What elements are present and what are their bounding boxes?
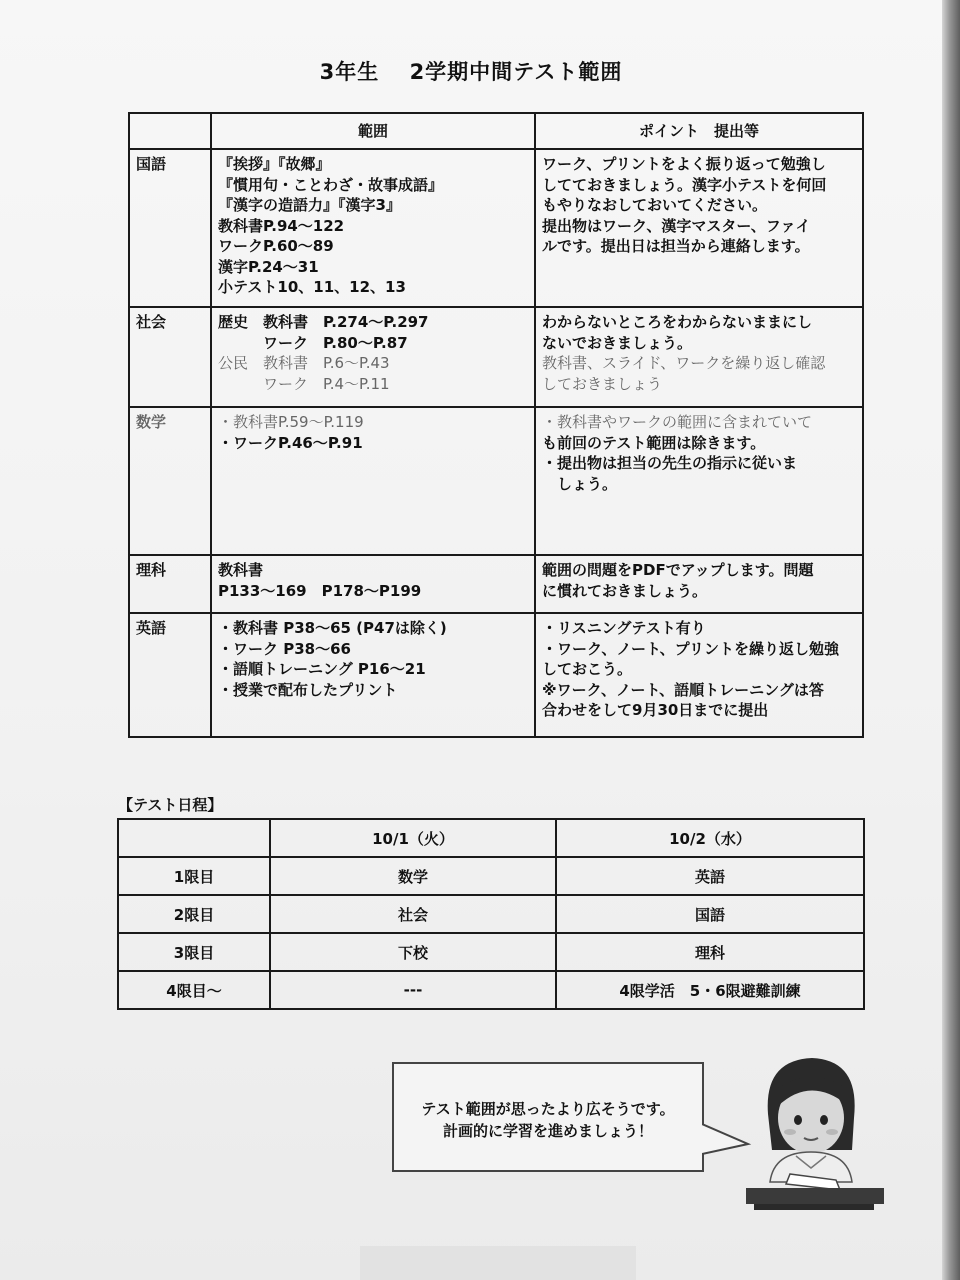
- schedule-row: [118, 971, 864, 1009]
- range-line: ワークP.60～89: [218, 237, 334, 255]
- points-line: 提出物はワーク、漢字マスター、ファイ: [542, 216, 811, 235]
- range-cell: [211, 307, 535, 407]
- day2-cell: 国語: [556, 895, 864, 933]
- range-line: 歴史 教科書 P.274～P.297: [218, 313, 429, 331]
- day1-cell: 数学: [270, 857, 556, 895]
- range-line: ・ワーク P38～66: [218, 639, 351, 658]
- table-row: [129, 407, 863, 555]
- points-line: 範囲の問題をPDFでアップします。問題: [542, 561, 814, 579]
- day1-cell: ---: [270, 971, 556, 1009]
- period-cell: 4限目～: [118, 971, 270, 1009]
- points-line: ないでおきましょう。: [542, 333, 693, 352]
- subject-cell: 国語: [129, 149, 211, 307]
- schedule-row: [118, 895, 864, 933]
- table-row: [129, 307, 863, 407]
- subject-cell: 数学: [129, 407, 211, 555]
- points-line: 教科書、スライド、ワークを繰り返し確認: [542, 354, 826, 372]
- points-line: しょう。: [542, 474, 618, 493]
- schedule-header-blank: [118, 819, 270, 857]
- period-cell: 3限目: [118, 933, 270, 971]
- points-line: ・提出物は担当の先生の指示に従いま: [542, 454, 798, 472]
- range-line: ・教科書P.59～P.119: [218, 413, 364, 431]
- points-line: 合わせをして9月30日までに提出: [542, 701, 769, 719]
- range-line: ・教科書 P38～65 (P47は除く): [218, 619, 447, 637]
- subject-cell: 社会: [129, 307, 211, 407]
- day1-cell: 下校: [270, 933, 556, 971]
- schedule-row: [118, 857, 864, 895]
- points-line: も前回のテスト範囲は除きます。: [542, 433, 766, 452]
- range-line: ・授業で配布したプリント: [218, 680, 398, 699]
- table-row: [129, 555, 863, 613]
- header-range: 範囲: [211, 113, 535, 149]
- range-cell: [211, 555, 535, 613]
- subject-cell: 英語: [129, 613, 211, 737]
- range-line: 教科書: [218, 561, 264, 579]
- period-cell: 1限目: [118, 857, 270, 895]
- day2-cell: 英語: [556, 857, 864, 895]
- points-line: ・教科書やワークの範囲に含まれていて: [542, 413, 813, 431]
- paper-blemish: [360, 1246, 636, 1280]
- range-cell: [211, 149, 535, 307]
- range-line: 小テスト10、11、12、13: [218, 278, 406, 296]
- range-line: 『慣用句・ことわざ・故事成語』: [218, 175, 444, 194]
- studying-girl-illustration: [740, 1052, 890, 1212]
- schedule-label: 【テスト日程】: [118, 796, 223, 814]
- range-line: 公民 教科書 P.6～P.43: [218, 354, 390, 372]
- points-line: ・リスニングテスト有り: [542, 619, 706, 637]
- range-line: ・ワークP.46～P.91: [218, 433, 363, 452]
- points-cell: [535, 307, 863, 407]
- period-cell: 2限目: [118, 895, 270, 933]
- points-line: ワーク、プリントをよく振り返って勉強し: [542, 155, 826, 173]
- table-header-row: [129, 113, 863, 149]
- range-cell: [211, 613, 535, 737]
- header-blank-cell: [129, 113, 211, 149]
- points-line: ・ワーク、ノート、プリントを繰り返し勉強: [542, 639, 840, 658]
- day2-cell: 4限学活 5・6限避難訓練: [556, 971, 864, 1009]
- range-cell: [211, 407, 535, 555]
- points-line: してておきましょう。漢字小テストを何回: [542, 175, 827, 194]
- range-line: ワーク P.4～P.11: [218, 374, 390, 393]
- day2-cell: 理科: [556, 933, 864, 971]
- day1-cell: 社会: [270, 895, 556, 933]
- test-schedule-table: [117, 818, 865, 1010]
- points-line: しておこう。: [542, 660, 633, 678]
- test-range-table: [128, 112, 864, 738]
- points-line: しておきましょう: [542, 374, 663, 393]
- points-cell: [535, 613, 863, 737]
- points-cell: [535, 149, 863, 307]
- desk-edge: [942, 0, 960, 1280]
- schedule-row: [118, 933, 864, 971]
- schedule-header-day1: 10/1（火）: [270, 819, 556, 857]
- schedule-header-row: [118, 819, 864, 857]
- speech-bubble: [392, 1062, 704, 1172]
- range-line: 教科書P.94～122: [218, 216, 345, 235]
- points-line: に慣れておきましょう。: [542, 581, 708, 600]
- points-line: わからないところをわからないままにし: [542, 313, 813, 331]
- points-line: もやりなおしておいてください。: [542, 196, 768, 214]
- range-line: ワーク P.80～P.87: [218, 333, 408, 352]
- range-line: 『漢字の造語力』『漢字3』: [218, 196, 401, 214]
- table-row: [129, 149, 863, 307]
- range-line: P133～169 P178～P199: [218, 581, 422, 600]
- speech-line: テスト範囲が思ったより広そうです。: [421, 1100, 675, 1118]
- speech-bubble-text: [394, 1098, 702, 1142]
- range-line: ・語順トレーニング P16～21: [218, 660, 426, 678]
- points-cell: [535, 407, 863, 555]
- table-row: [129, 613, 863, 737]
- range-line: 漢字P.24～31: [218, 257, 319, 276]
- schedule-header-day2: 10/2（水）: [556, 819, 864, 857]
- speech-line: 計画的に学習を進めましょう！: [442, 1122, 653, 1140]
- subject-cell: 理科: [129, 555, 211, 613]
- points-cell: [535, 555, 863, 613]
- points-line: ルです。提出日は担当から連絡します。: [542, 237, 810, 255]
- page-title: 3年生 2学期中間テスト範囲: [319, 60, 623, 84]
- points-line: ※ワーク、ノート、語順トレーニングは答: [542, 680, 824, 699]
- header-points: ポイント 提出等: [535, 113, 863, 149]
- range-line: 『挨拶』『故郷』: [218, 155, 331, 173]
